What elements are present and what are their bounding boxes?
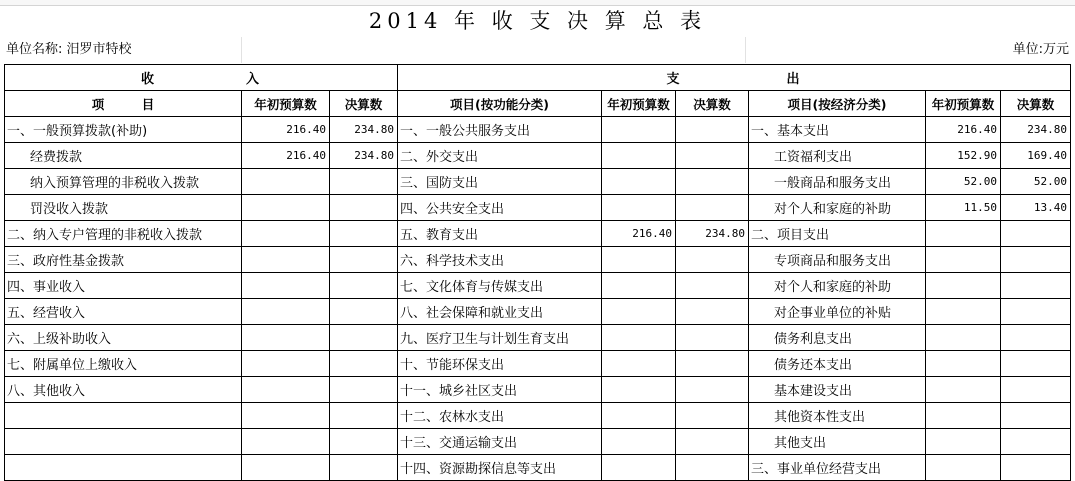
econ-final-cell[interactable]: 234.80 (1001, 117, 1071, 143)
gridline (745, 37, 746, 63)
econ-final-cell[interactable] (1001, 247, 1071, 273)
econ-budget-cell[interactable]: 11.50 (926, 195, 1001, 221)
income-item-cell[interactable]: 四、事业收入 (5, 273, 242, 299)
table-row (5, 195, 1071, 221)
func-budget-header: 年初预算数 (602, 91, 676, 117)
func-budget-cell[interactable] (602, 169, 676, 195)
unit-label: 单位:万元 (1012, 42, 1069, 57)
income-budget-cell[interactable] (242, 403, 330, 429)
func-final-cell[interactable] (676, 299, 749, 325)
income-final-cell[interactable]: 234.80 (330, 117, 398, 143)
income-item-cell[interactable] (5, 455, 242, 481)
econ-budget-cell[interactable] (926, 299, 1001, 325)
econ-final-cell[interactable] (1001, 429, 1071, 455)
income-item-cell[interactable] (5, 403, 242, 429)
func-final-cell[interactable] (676, 377, 749, 403)
func-budget-cell[interactable] (602, 429, 676, 455)
income-budget-cell[interactable] (242, 325, 330, 351)
income-final-cell[interactable]: 234.80 (330, 143, 398, 169)
table-row (5, 351, 1071, 377)
income-item-cell[interactable]: 八、其他收入 (5, 377, 242, 403)
income-final-cell[interactable] (330, 377, 398, 403)
income-item-header: 项 目 (5, 91, 242, 117)
func-item-cell[interactable]: 七、文化体育与传媒支出 (398, 273, 602, 299)
econ-final-cell[interactable] (1001, 377, 1071, 403)
econ-final-cell[interactable] (1001, 455, 1071, 481)
econ-budget-cell[interactable] (926, 351, 1001, 377)
func-budget-cell[interactable] (602, 403, 676, 429)
income-final-cell[interactable] (330, 455, 398, 481)
table-row (5, 273, 1071, 299)
income-budget-cell[interactable] (242, 455, 330, 481)
income-item-cell[interactable] (5, 429, 242, 455)
func-final-cell[interactable] (676, 455, 749, 481)
gridline (241, 37, 242, 63)
econ-item-cell[interactable]: 一、基本支出 (749, 117, 926, 143)
income-item-cell[interactable]: 三、政府性基金拨款 (5, 247, 242, 273)
income-final-cell[interactable] (330, 403, 398, 429)
income-section-header: 收 入 (5, 65, 398, 91)
econ-item-cell[interactable]: 工资福利支出 (749, 143, 926, 169)
econ-final-cell[interactable] (1001, 403, 1071, 429)
income-final-cell[interactable] (330, 299, 398, 325)
table-row (5, 455, 1071, 481)
econ-item-cell[interactable]: 对企事业单位的补贴 (749, 299, 926, 325)
econ-item-cell[interactable]: 二、项目支出 (749, 221, 926, 247)
func-final-cell[interactable] (676, 273, 749, 299)
econ-item-cell[interactable]: 其他资本性支出 (749, 403, 926, 429)
econ-item-header: 项目(按经济分类) (749, 91, 926, 117)
econ-item-cell[interactable]: 对个人和家庭的补助 (749, 195, 926, 221)
func-budget-cell[interactable] (602, 273, 676, 299)
income-item-cell[interactable]: 一、一般预算拨款(补助) (5, 117, 242, 143)
income-budget-cell[interactable]: 216.40 (242, 143, 330, 169)
func-item-cell[interactable]: 六、科学技术支出 (398, 247, 602, 273)
income-item-cell[interactable]: 罚没收入拨款 (5, 195, 242, 221)
econ-final-cell[interactable] (1001, 273, 1071, 299)
table-row (5, 221, 1071, 247)
func-final-cell[interactable] (676, 247, 749, 273)
func-item-cell[interactable]: 一、一般公共服务支出 (398, 117, 602, 143)
func-budget-cell[interactable] (602, 143, 676, 169)
func-budget-cell[interactable] (602, 247, 676, 273)
func-final-cell[interactable] (676, 325, 749, 351)
econ-item-cell[interactable]: 债务还本支出 (749, 351, 926, 377)
econ-budget-cell[interactable] (926, 429, 1001, 455)
table-row (5, 169, 1071, 195)
econ-budget-cell[interactable] (926, 221, 1001, 247)
table-row (5, 143, 1071, 169)
sheet-title: 2014 年 收 支 决 算 总 表 (368, 9, 707, 33)
econ-budget-cell[interactable]: 216.40 (926, 117, 1001, 143)
func-item-cell[interactable]: 十四、资源勘探信息等支出 (398, 455, 602, 481)
income-budget-cell[interactable]: 216.40 (242, 117, 330, 143)
income-budget-cell[interactable] (242, 195, 330, 221)
income-budget-cell[interactable] (242, 377, 330, 403)
func-budget-cell[interactable] (602, 455, 676, 481)
func-item-header: 项目(按功能分类) (398, 91, 602, 117)
func-final-header: 决算数 (676, 91, 749, 117)
econ-budget-cell[interactable] (926, 247, 1001, 273)
econ-final-cell[interactable] (1001, 221, 1071, 247)
econ-final-cell[interactable]: 169.40 (1001, 143, 1071, 169)
econ-final-cell[interactable]: 13.40 (1001, 195, 1071, 221)
income-final-cell[interactable] (330, 169, 398, 195)
econ-budget-header: 年初预算数 (926, 91, 1001, 117)
econ-item-cell[interactable]: 一般商品和服务支出 (749, 169, 926, 195)
income-budget-cell[interactable] (242, 273, 330, 299)
econ-item-cell[interactable]: 三、事业单位经营支出 (749, 455, 926, 481)
func-item-cell[interactable]: 十一、城乡社区支出 (398, 377, 602, 403)
func-budget-cell[interactable]: 216.40 (602, 221, 676, 247)
income-budget-cell[interactable] (242, 351, 330, 377)
func-final-cell[interactable] (676, 429, 749, 455)
expense-section-header: 支 出 (398, 65, 1071, 91)
econ-final-cell[interactable] (1001, 325, 1071, 351)
econ-budget-cell[interactable] (926, 325, 1001, 351)
income-final-cell[interactable] (330, 325, 398, 351)
table-row (5, 247, 1071, 273)
econ-budget-cell[interactable] (926, 377, 1001, 403)
econ-budget-cell[interactable] (926, 273, 1001, 299)
func-budget-cell[interactable] (602, 351, 676, 377)
table-row (5, 325, 1071, 351)
income-final-header: 决算数 (330, 91, 398, 117)
income-final-cell[interactable] (330, 351, 398, 377)
table-row (5, 403, 1071, 429)
func-item-cell[interactable]: 十二、农林水支出 (398, 403, 602, 429)
table-row (5, 429, 1071, 455)
table-row (5, 377, 1071, 403)
econ-budget-cell[interactable]: 152.90 (926, 143, 1001, 169)
econ-item-cell[interactable]: 专项商品和服务支出 (749, 247, 926, 273)
func-final-cell[interactable]: 234.80 (676, 221, 749, 247)
econ-final-cell[interactable] (1001, 351, 1071, 377)
income-budget-header: 年初预算数 (242, 91, 330, 117)
econ-final-header: 决算数 (1001, 91, 1071, 117)
income-final-cell[interactable] (330, 247, 398, 273)
func-budget-cell[interactable] (602, 117, 676, 143)
header-row-sections (5, 65, 1071, 91)
income-item-cell[interactable]: 七、附属单位上缴收入 (5, 351, 242, 377)
func-final-cell[interactable] (676, 117, 749, 143)
func-final-cell[interactable] (676, 351, 749, 377)
econ-budget-cell[interactable]: 52.00 (926, 169, 1001, 195)
func-item-cell[interactable]: 十三、交通运输支出 (398, 429, 602, 455)
econ-item-cell[interactable]: 基本建设支出 (749, 377, 926, 403)
econ-budget-cell[interactable] (926, 403, 1001, 429)
func-budget-cell[interactable] (602, 299, 676, 325)
income-item-cell[interactable]: 二、纳入专户管理的非税收入拨款 (5, 221, 242, 247)
table-row (5, 299, 1071, 325)
income-budget-cell[interactable] (242, 221, 330, 247)
func-item-cell[interactable]: 五、教育支出 (398, 221, 602, 247)
income-budget-cell[interactable] (242, 247, 330, 273)
func-item-cell[interactable]: 二、外交支出 (398, 143, 602, 169)
income-final-cell[interactable] (330, 429, 398, 455)
income-budget-cell[interactable] (242, 169, 330, 195)
income-final-cell[interactable] (330, 273, 398, 299)
income-final-cell[interactable] (330, 221, 398, 247)
econ-budget-cell[interactable] (926, 455, 1001, 481)
func-item-cell[interactable]: 八、社会保障和就业支出 (398, 299, 602, 325)
income-budget-cell[interactable] (242, 429, 330, 455)
income-budget-cell[interactable] (242, 299, 330, 325)
func-final-cell[interactable] (676, 143, 749, 169)
func-item-cell[interactable]: 四、公共安全支出 (398, 195, 602, 221)
econ-item-cell[interactable]: 对个人和家庭的补助 (749, 273, 926, 299)
econ-item-cell[interactable]: 其他支出 (749, 429, 926, 455)
table-row (5, 117, 1071, 143)
income-final-cell[interactable] (330, 195, 398, 221)
econ-item-cell[interactable]: 债务利息支出 (749, 325, 926, 351)
income-item-cell[interactable]: 经费拨款 (5, 143, 242, 169)
header-row-columns (5, 91, 1071, 117)
func-budget-cell[interactable] (602, 377, 676, 403)
func-budget-cell[interactable] (602, 195, 676, 221)
func-budget-cell[interactable] (602, 325, 676, 351)
func-item-cell[interactable]: 三、国防支出 (398, 169, 602, 195)
income-expense-table (4, 64, 1071, 481)
func-final-cell[interactable] (676, 169, 749, 195)
econ-final-cell[interactable] (1001, 299, 1071, 325)
income-item-cell[interactable]: 纳入预算管理的非税收入拨款 (5, 169, 242, 195)
income-item-cell[interactable]: 五、经营收入 (5, 299, 242, 325)
func-final-cell[interactable] (676, 195, 749, 221)
income-item-cell[interactable]: 六、上级补助收入 (5, 325, 242, 351)
unit-name: 单位名称: 汨罗市特校 (6, 42, 132, 57)
func-final-cell[interactable] (676, 403, 749, 429)
func-item-cell[interactable]: 十、节能环保支出 (398, 351, 602, 377)
econ-final-cell[interactable]: 52.00 (1001, 169, 1071, 195)
func-item-cell[interactable]: 九、医疗卫生与计划生育支出 (398, 325, 602, 351)
